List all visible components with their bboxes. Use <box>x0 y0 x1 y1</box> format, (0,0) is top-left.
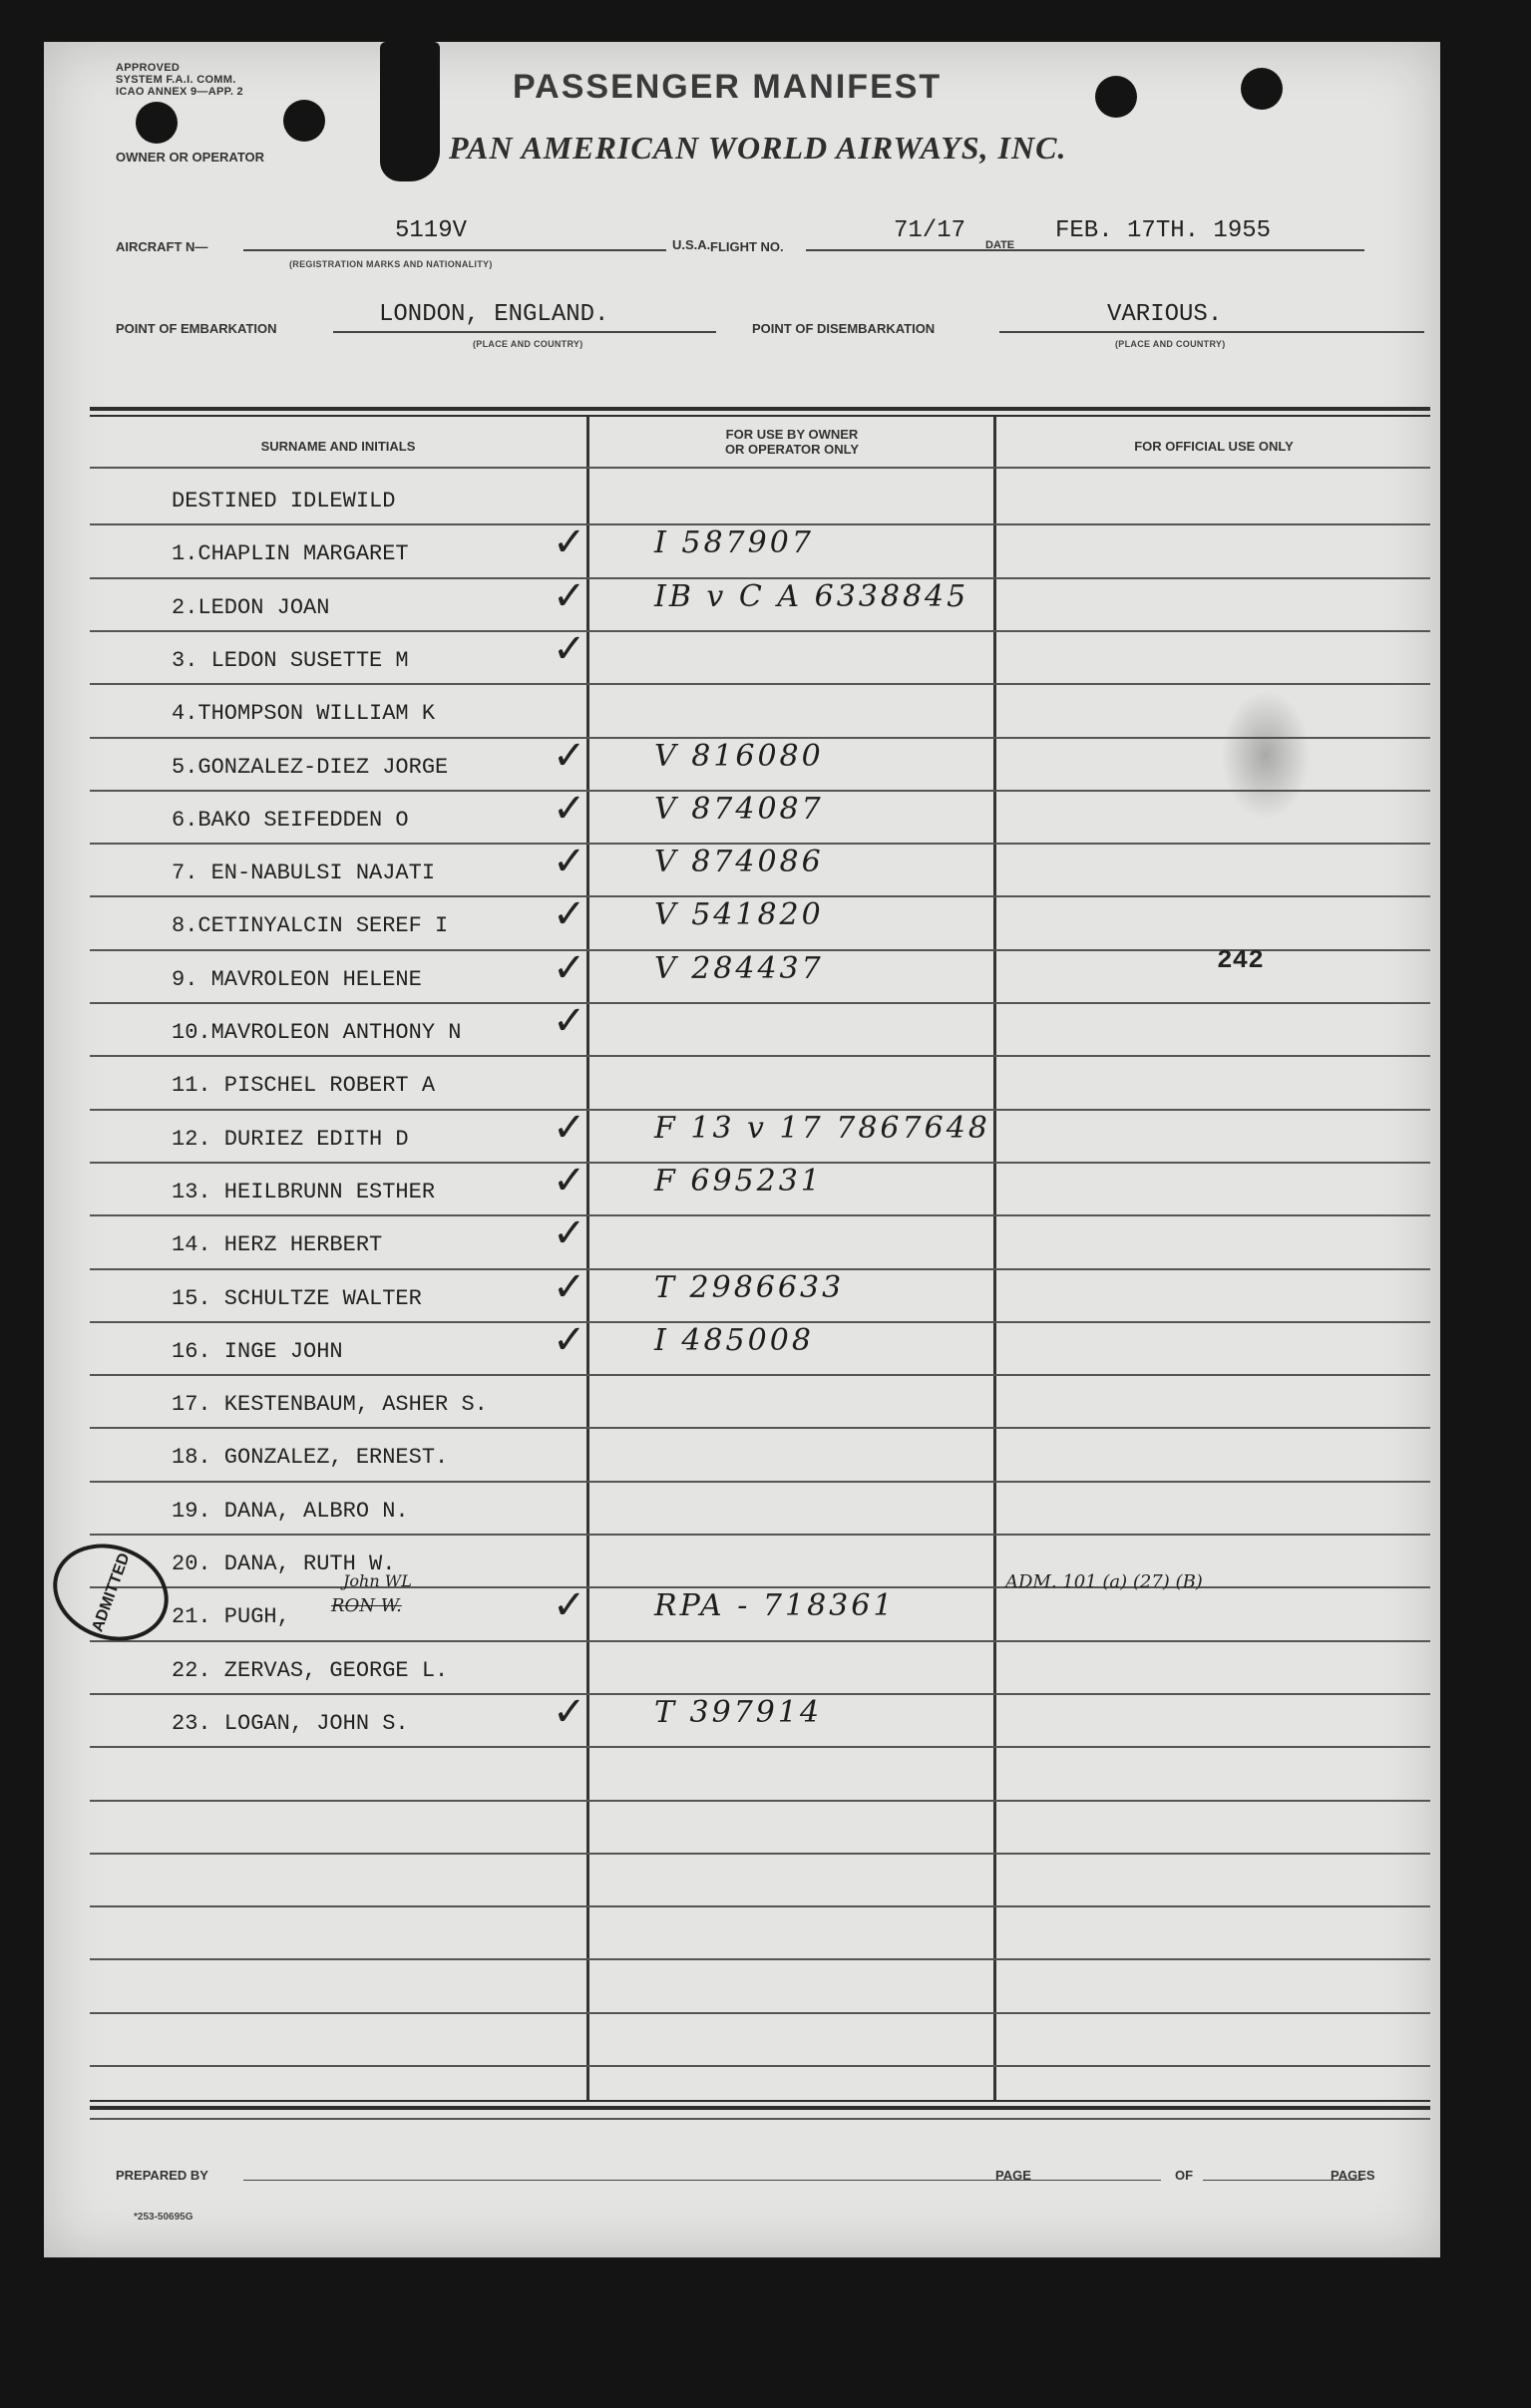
page-label: PAGE <box>995 2168 1031 2183</box>
approval-block <box>116 62 243 98</box>
airline-name: PAN AMERICAN WORLD AIRWAYS, INC. <box>449 130 1067 166</box>
passenger-name: 21. PUGH, <box>172 1604 290 1630</box>
col-header-owner-line: OR OPERATOR ONLY <box>724 442 860 457</box>
aircraft-underline <box>243 249 666 251</box>
passport-number: T 397914 <box>654 1694 823 1730</box>
punch-hole <box>283 100 325 142</box>
check-mark: ✓ <box>553 1688 586 1735</box>
date-label: DATE <box>985 239 1015 251</box>
embark-place: LONDON, ENGLAND. <box>379 301 609 328</box>
aircraft-label: AIRCRAFT N— <box>116 239 208 254</box>
registration-sub: (REGISTRATION MARKS AND NATIONALITY) <box>289 259 493 269</box>
passenger-name: 14. HERZ HERBERT <box>172 1232 383 1258</box>
disembark-label: POINT OF DISEMBARKATION <box>752 321 936 336</box>
passenger-name: 18. GONZALEZ, ERNEST. <box>172 1445 449 1471</box>
row-rule <box>90 1055 1430 1057</box>
passenger-name: 8.CETINYALCIN SEREF I <box>172 913 449 939</box>
check-mark: ✓ <box>553 1263 586 1310</box>
check-mark: ✓ <box>553 572 586 619</box>
row-rule <box>90 1427 1430 1429</box>
check-mark: ✓ <box>553 1582 586 1629</box>
smudge-mark <box>1221 690 1311 820</box>
col-header-owner-line: FOR USE BY OWNER <box>725 427 859 442</box>
official-adm-note: ADM. 101 (a) (27) (B) <box>1005 1571 1203 1592</box>
passport-number: IB v C A 6338845 <box>654 578 969 614</box>
page-title: PASSENGER MANIFEST <box>513 68 943 106</box>
column-divider-1 <box>586 415 589 2100</box>
pugh-struck-text: RON W. <box>331 1595 402 1616</box>
row-rule <box>90 630 1430 632</box>
disembark-underline <box>999 331 1424 333</box>
passport-number: V 284437 <box>654 950 824 986</box>
flight-label: FLIGHT NO. <box>710 239 784 254</box>
manifest-sheet <box>44 42 1440 2257</box>
check-mark: ✓ <box>553 891 586 938</box>
row-rule <box>90 1534 1430 1536</box>
passenger-name: 20. DANA, RUTH W. <box>172 1551 396 1576</box>
check-mark: ✓ <box>553 998 586 1044</box>
tape-mark <box>380 42 440 181</box>
row-rule <box>90 1640 1430 1642</box>
row-rule <box>90 1374 1430 1376</box>
passenger-name: 22. ZERVAS, GEORGE L. <box>172 1657 449 1683</box>
passenger-name: 4.THOMPSON WILLIAM K <box>172 701 436 727</box>
check-mark: ✓ <box>553 732 586 779</box>
punch-hole <box>136 102 178 144</box>
official-mark: 242 <box>1217 945 1264 975</box>
passenger-name: 13. HEILBRUNN ESTHER <box>172 1179 436 1204</box>
passenger-name: 7. EN-NABULSI NAJATI <box>172 860 436 886</box>
passport-number: I 485008 <box>654 1322 814 1358</box>
form-code: *253-50695G <box>134 2212 193 2223</box>
blank-row-rule <box>90 1800 1430 1802</box>
row-rule <box>90 1002 1430 1004</box>
check-mark: ✓ <box>553 944 586 991</box>
punch-hole <box>1241 68 1283 110</box>
passenger-name: 2.LEDON JOAN <box>172 594 330 620</box>
of-label: OF <box>1175 2168 1194 2183</box>
pages-label: PAGES <box>1331 2168 1375 2183</box>
check-mark: ✓ <box>553 1104 586 1151</box>
check-mark: ✓ <box>553 785 586 832</box>
col-header-official: FOR OFFICIAL USE ONLY <box>1134 439 1294 454</box>
blank-row-rule <box>90 1905 1430 1907</box>
passenger-name: 10.MAVROLEON ANTHONY N <box>172 1020 462 1045</box>
table-bottom-rule-2 <box>90 2106 1430 2110</box>
blank-row-rule <box>90 2012 1430 2014</box>
passenger-name: 17. KESTENBAUM, ASHER S. <box>172 1392 488 1418</box>
blank-row-rule <box>90 1958 1430 1960</box>
disembark-place: VARIOUS. <box>1107 301 1223 328</box>
check-mark: ✓ <box>553 519 586 566</box>
passport-number: I 587907 <box>654 525 814 561</box>
table-bottom-rule <box>90 2100 1430 2102</box>
passport-number: F 695231 <box>654 1163 823 1199</box>
row-rule <box>90 1481 1430 1483</box>
column-divider-2 <box>993 415 996 2100</box>
check-mark: ✓ <box>553 1157 586 1204</box>
pugh-added-text: John WL <box>343 1571 412 1590</box>
owner-label: OWNER OR OPERATOR <box>116 150 265 165</box>
table-top-rule-2 <box>90 415 1430 417</box>
check-mark: ✓ <box>553 1316 586 1363</box>
flight-number: 71/17 <box>894 217 966 244</box>
admitted-stamp: ADMITTED <box>39 1529 182 1657</box>
aircraft-number: 5119V <box>395 217 468 244</box>
row-rule <box>90 683 1430 685</box>
destined-text: DESTINED IDLEWILD <box>172 489 396 514</box>
passport-number: F 13 v 17 7867648 <box>654 1110 990 1146</box>
passenger-name: 23. LOGAN, JOHN S. <box>172 1710 409 1736</box>
passenger-name: 9. MAVROLEON HELENE <box>172 966 422 992</box>
blank-row-rule <box>90 2065 1430 2067</box>
check-mark: ✓ <box>553 1210 586 1257</box>
flight-date: FEB. 17TH. 1955 <box>1055 217 1272 244</box>
passport-number: RPA - 718361 <box>654 1588 896 1624</box>
prepared-underline <box>243 2180 1041 2181</box>
blank-row-rule <box>90 1853 1430 1855</box>
punch-hole <box>1095 76 1137 118</box>
row-rule <box>90 1214 1430 1216</box>
usa-label: U.S.A. <box>672 237 711 252</box>
row-rule <box>90 1746 1430 1748</box>
passenger-name: 11. PISCHEL ROBERT A <box>172 1073 436 1099</box>
col-header-owner <box>590 427 993 457</box>
passenger-name: 6.BAKO SEIFEDDEN O <box>172 807 409 833</box>
table-top-rule <box>90 407 1430 411</box>
passenger-name: 19. DANA, ALBRO N. <box>172 1498 409 1524</box>
passenger-name: 5.GONZALEZ-DIEZ JORGE <box>172 754 449 780</box>
passport-number: V 874086 <box>654 845 824 880</box>
approval-line: ICAO ANNEX 9—APP. 2 <box>116 86 243 98</box>
passenger-name: 15. SCHULTZE WALTER <box>172 1285 422 1311</box>
prepared-label: PREPARED BY <box>116 2168 208 2183</box>
check-mark: ✓ <box>553 839 586 885</box>
passport-number: V 874087 <box>654 791 824 827</box>
passenger-name: 3. LEDON SUSETTE M <box>172 647 409 673</box>
passport-number: V 541820 <box>654 897 824 933</box>
embark-underline <box>333 331 716 333</box>
page-underline <box>1041 2180 1161 2181</box>
approval-line: APPROVED <box>116 62 181 74</box>
embark-label: POINT OF EMBARKATION <box>116 321 277 336</box>
embark-place-sub: (PLACE AND COUNTRY) <box>473 339 583 349</box>
passport-number: V 816080 <box>654 738 824 774</box>
disembark-place-sub: (PLACE AND COUNTRY) <box>1115 339 1226 349</box>
col-header-surname: SURNAME AND INITIALS <box>260 439 416 454</box>
passenger-name: 1.CHAPLIN MARGARET <box>172 541 409 567</box>
blank-row-rule <box>90 2118 1430 2120</box>
passenger-name: 16. INGE JOHN <box>172 1338 343 1364</box>
check-mark: ✓ <box>553 625 586 672</box>
date-underline <box>1025 249 1364 251</box>
header-rule <box>90 467 1430 469</box>
approval-line: SYSTEM F.A.I. COMM. <box>116 74 236 86</box>
passenger-name: 12. DURIEZ EDITH D <box>172 1126 409 1152</box>
passport-number: T 2986633 <box>654 1269 845 1305</box>
